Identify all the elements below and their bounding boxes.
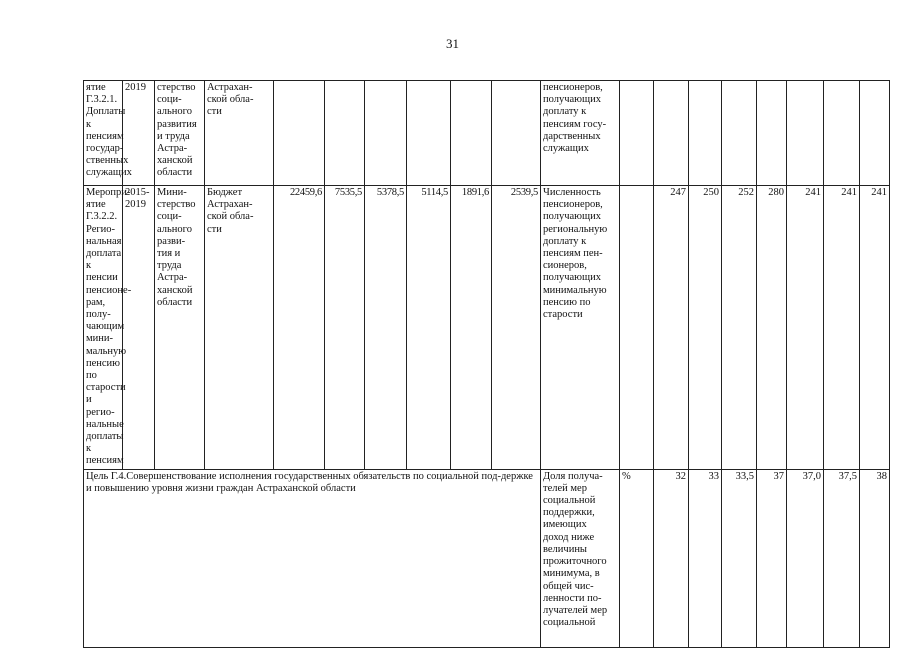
funding-2016-cell: 5378,5 (365, 186, 407, 470)
value-cell (787, 81, 824, 186)
funding-2019-cell (492, 81, 541, 186)
funding-total-cell: 22459,6 (274, 186, 325, 470)
funding-2018-cell: 1891,6 (451, 186, 492, 470)
indicator-cell: Доля получа- телей мер социальной поддержки, имеющих доход ниже величины прожиточного минимума, в общей чис- ленности по- лучателей мер социальной (541, 469, 620, 647)
program-table (83, 80, 890, 648)
indicator-cell: Численность пенсионеров, получающих региональную доплату к пенсиям пен- сионеров, получающих минимальную пенсию по старости (541, 186, 620, 470)
table-row (84, 81, 890, 186)
unit-cell: % (620, 469, 654, 647)
source-cell: Астрахан- ской обла- сти (205, 81, 274, 186)
value-cell: 33,5 (722, 469, 757, 647)
goal-cell: Цель Г.4.Совершенствование исполнения государственных обязательств по социальной под-держке и повышению уровня жизни граждан Астраханской области (84, 469, 541, 647)
value-cell: 32 (654, 469, 689, 647)
value-cell: 33 (689, 469, 722, 647)
funding-2019-cell: 2539,5 (492, 186, 541, 470)
value-cell (689, 81, 722, 186)
value-cell: 247 (654, 186, 689, 470)
source-cell: Бюджет Астрахан- ской обла- сти (205, 186, 274, 470)
executor-cell: стерство соци- ального развития и труда Астра- ханской области (155, 81, 205, 186)
funding-2015-cell (325, 81, 365, 186)
funding-total-cell (274, 81, 325, 186)
value-cell (860, 81, 890, 186)
period-cell: 2019 (123, 81, 155, 186)
funding-2015-cell: 7535,5 (325, 186, 365, 470)
value-cell (722, 81, 757, 186)
value-cell: 250 (689, 186, 722, 470)
event-cell: Меропри- ятие Г.3.2.2. Регио- нальная доплата к пенсии пенсионе- рам, полу- чающим мини- мальную пенсию по старости и регио- нальные доплаты к пенсиям (84, 186, 123, 470)
value-cell (757, 81, 787, 186)
unit-cell (620, 186, 654, 470)
value-cell (654, 81, 689, 186)
value-cell: 37,0 (787, 469, 824, 647)
value-cell: 252 (722, 186, 757, 470)
value-cell: 38 (860, 469, 890, 647)
period-cell: 2015- 2019 (123, 186, 155, 470)
value-cell: 241 (787, 186, 824, 470)
event-cell: ятие Г.3.2.1. Доплаты к пенсиям государ- ственных служащих (84, 81, 123, 186)
funding-2017-cell: 5114,5 (407, 186, 451, 470)
page-number: 31 (446, 36, 459, 51)
value-cell: 280 (757, 186, 787, 470)
executor-cell: Мини- стерство соци- ального разви- тия и труда Астра- ханской области (155, 186, 205, 470)
funding-2017-cell (407, 81, 451, 186)
indicator-cell: пенсионеров, получающих доплату к пенсиям госу- дарственных служащих (541, 81, 620, 186)
funding-2018-cell (451, 81, 492, 186)
funding-2016-cell (365, 81, 407, 186)
table-row (84, 469, 890, 647)
value-cell: 37 (757, 469, 787, 647)
value-cell: 241 (860, 186, 890, 470)
value-cell: 37,5 (824, 469, 860, 647)
value-cell (824, 81, 860, 186)
unit-cell (620, 81, 654, 186)
value-cell: 241 (824, 186, 860, 470)
table-row (84, 186, 890, 470)
